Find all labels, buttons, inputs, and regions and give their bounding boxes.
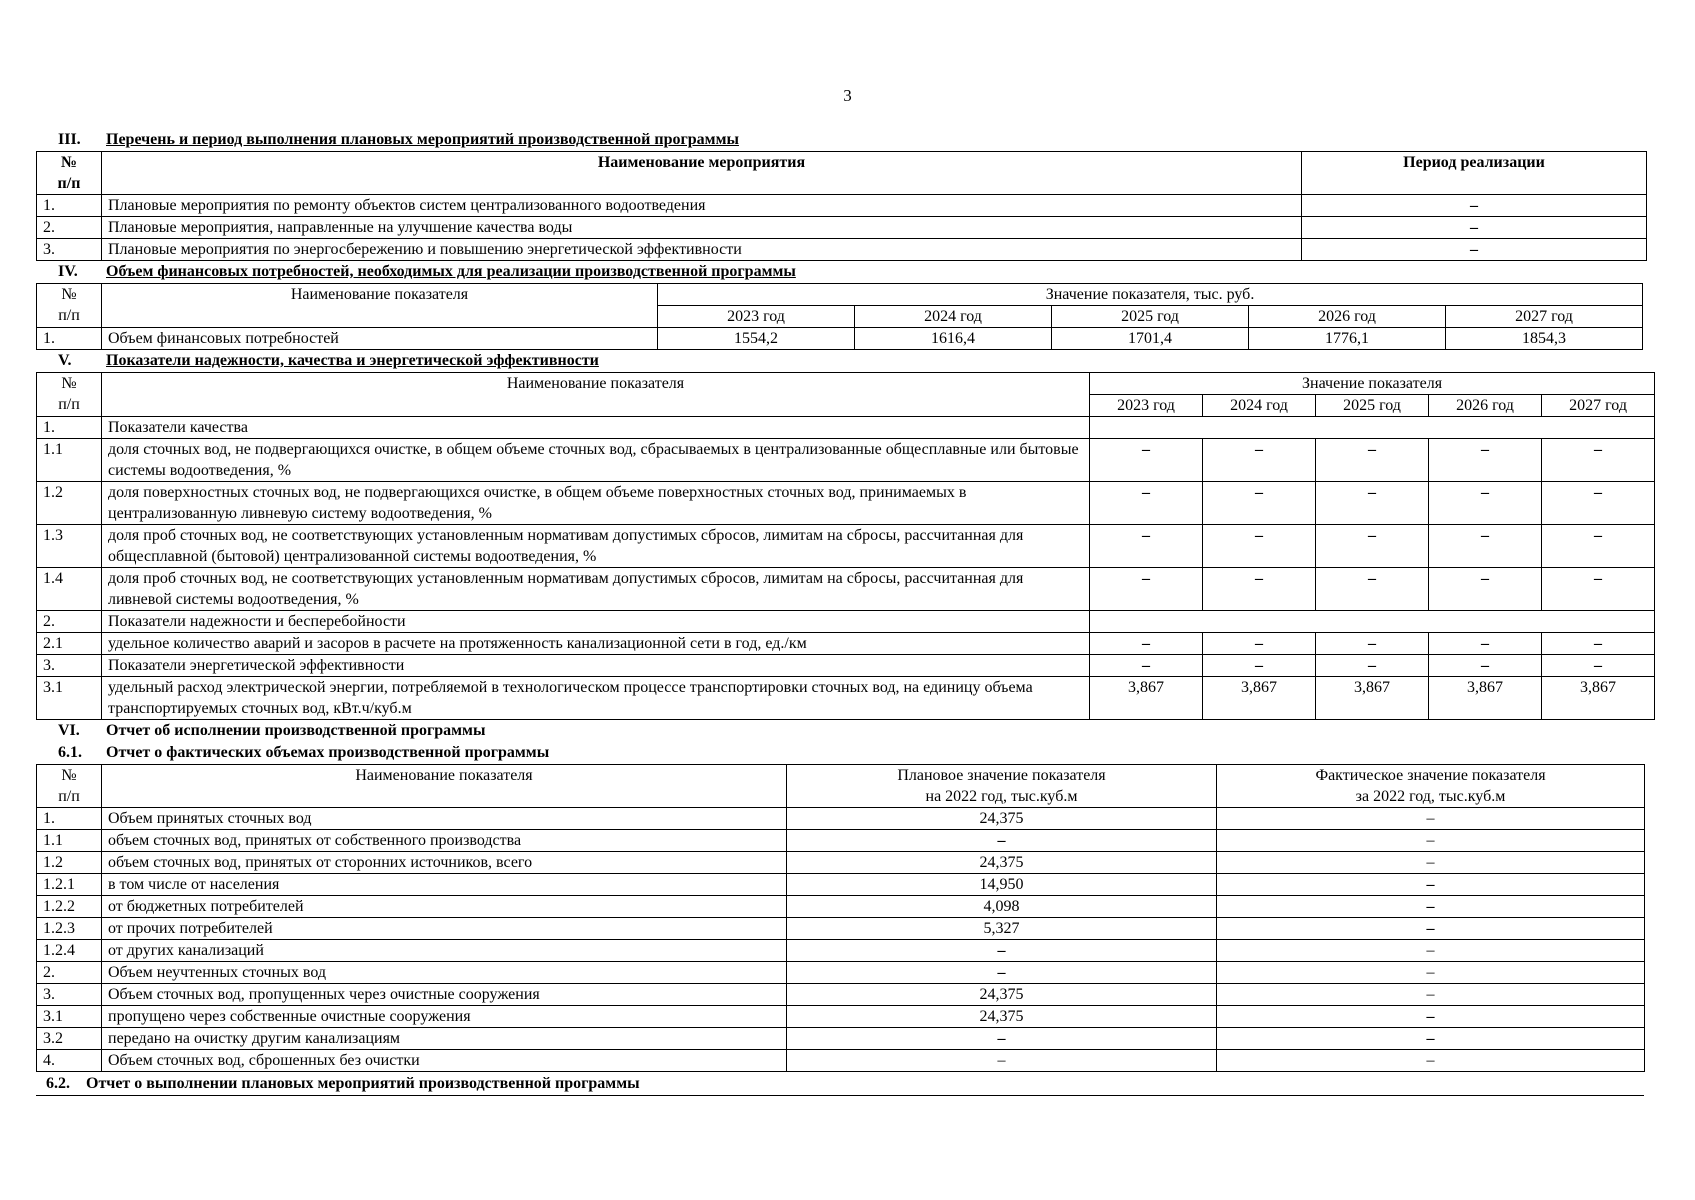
row-number: 1.2.4 xyxy=(37,940,102,962)
table-row xyxy=(37,1006,1645,1028)
row-number: 1.4 xyxy=(37,568,102,611)
row-name: от прочих потребителей xyxy=(102,918,787,940)
value-cell: – xyxy=(1429,525,1542,568)
plan-value: – xyxy=(787,940,1217,962)
col-header-number: № п/п xyxy=(37,373,102,417)
fact-value: – xyxy=(1217,852,1645,874)
plan-value: 24,375 xyxy=(787,984,1217,1006)
table-row xyxy=(37,1028,1645,1050)
indicators-table xyxy=(36,372,1655,720)
table-row xyxy=(37,568,1655,611)
row-number: 3. xyxy=(37,984,102,1006)
table-row xyxy=(37,940,1645,962)
section-4-heading xyxy=(36,261,1662,283)
plan-value: – xyxy=(787,1050,1217,1072)
section-title: Отчет о фактических объемах производственной программы xyxy=(106,744,550,761)
row-number: 4. xyxy=(37,1050,102,1072)
section-title: Объем финансовых потребностей, необходимых для реализации производственной программы xyxy=(106,263,796,280)
plan-value: – xyxy=(787,962,1217,984)
row-name: Показатели надежности и бесперебойности xyxy=(102,611,1090,633)
value-cell: – xyxy=(1542,482,1655,525)
row-name: Объем финансовых потребностей xyxy=(102,328,658,350)
year-header: 2023 год xyxy=(1090,395,1203,417)
year-header: 2023 год xyxy=(658,306,855,328)
value-cell: 3,867 xyxy=(1090,677,1203,720)
value-cell: – xyxy=(1542,568,1655,611)
value-cell: – xyxy=(1316,439,1429,482)
table-row xyxy=(37,808,1645,830)
row-name: Объем сточных вод, сброшенных без очистки xyxy=(102,1050,787,1072)
empty-cell xyxy=(1090,417,1655,439)
value-cell: – xyxy=(1316,633,1429,655)
row-number: 2. xyxy=(37,217,102,239)
row-number: 1.2 xyxy=(37,482,102,525)
value-cell: – xyxy=(1090,655,1203,677)
row-number: 2. xyxy=(37,962,102,984)
table-row xyxy=(37,417,1655,439)
row-name: доля проб сточных вод, не соответствующих установленным нормативам допустимых сбросов, лимитам на сбросы, рассчитанная для общесплавной (бытовой) централизованной системы водоотведения, % xyxy=(102,525,1090,568)
section-6-heading xyxy=(36,720,1662,742)
section-title: Отчет о выполнении плановых мероприятий производственной программы xyxy=(86,1075,640,1092)
value-cell: – xyxy=(1542,525,1655,568)
value-cell: – xyxy=(1090,525,1203,568)
col-header-name: Наименование показателя xyxy=(102,284,658,328)
section-number: 6.1. xyxy=(58,744,82,761)
fact-value: – xyxy=(1217,874,1645,896)
row-name: объем сточных вод, принятых от сторонних источников, всего xyxy=(102,852,787,874)
row-name: Объем принятых сточных вод xyxy=(102,808,787,830)
plan-value: 4,098 xyxy=(787,896,1217,918)
value-cell: – xyxy=(1090,439,1203,482)
year-header: 2026 год xyxy=(1249,306,1446,328)
value-cell: – xyxy=(1203,568,1316,611)
row-number: 3. xyxy=(37,239,102,261)
section-title: Перечень и период выполнения плановых мероприятий производственной программы xyxy=(106,131,739,148)
value-cell: 1776,1 xyxy=(1249,328,1446,350)
row-number: 1.1 xyxy=(37,439,102,482)
row-number: 1.2.2 xyxy=(37,896,102,918)
value-cell: – xyxy=(1203,439,1316,482)
document-page xyxy=(36,129,1662,1096)
col-header-name: Наименование мероприятия xyxy=(102,152,1302,195)
value-cell: – xyxy=(1203,525,1316,568)
table-row xyxy=(37,874,1645,896)
row-name: доля проб сточных вод, не соответствующих установленным нормативам допустимых сбросов, лимитам на сбросы, рассчитанная для ливневой системы водоотведения, % xyxy=(102,568,1090,611)
row-number: 3.1 xyxy=(37,1006,102,1028)
row-name: Плановые мероприятия по энергосбережению и повышению энергетической эффективности xyxy=(102,239,1302,261)
fact-value: – xyxy=(1217,984,1645,1006)
year-header: 2024 год xyxy=(1203,395,1316,417)
col-header-number: № п/п xyxy=(37,152,102,195)
value-cell: – xyxy=(1203,633,1316,655)
col-header-number: № п/п xyxy=(37,284,102,328)
col-header-plan: Плановое значение показателя на 2022 год, тыс.куб.м xyxy=(787,765,1217,808)
plan-value: 24,375 xyxy=(787,1006,1217,1028)
row-number: 3. xyxy=(37,655,102,677)
col-header-value: Значение показателя, тыс. руб. xyxy=(658,284,1643,306)
section-3-heading xyxy=(36,129,1662,151)
row-name: Показатели качества xyxy=(102,417,1090,439)
row-name: удельный расход электрической энергии, потребляемой в технологическом процессе транспортировки сточных вод, на единицу объема транспортируемых сточных вод, кВт.ч/куб.м xyxy=(102,677,1090,720)
col-header-name: Наименование показателя xyxy=(102,765,787,808)
row-number: 2.1 xyxy=(37,633,102,655)
table-row xyxy=(37,830,1645,852)
col-header-fact: Фактическое значение показателя за 2022 год, тыс.куб.м xyxy=(1217,765,1645,808)
value-cell: – xyxy=(1542,439,1655,482)
value-cell: – xyxy=(1090,633,1203,655)
row-name: от бюджетных потребителей xyxy=(102,896,787,918)
row-name: Объем неучтенных сточных вод xyxy=(102,962,787,984)
table-row xyxy=(37,962,1645,984)
table-row xyxy=(37,633,1655,655)
plan-value: 5,327 xyxy=(787,918,1217,940)
col-header-period: Период реализации xyxy=(1302,152,1647,195)
row-name: Плановые мероприятия по ремонту объектов систем централизованного водоотведения xyxy=(102,195,1302,217)
row-number: 1. xyxy=(37,195,102,217)
row-name: пропущено через собственные очистные сооружения xyxy=(102,1006,787,1028)
row-name: передано на очистку другим канализациям xyxy=(102,1028,787,1050)
row-number: 1. xyxy=(37,417,102,439)
row-period: – xyxy=(1302,195,1647,217)
value-cell: 3,867 xyxy=(1542,677,1655,720)
plan-value: – xyxy=(787,1028,1217,1050)
value-cell: – xyxy=(1090,482,1203,525)
page-number: 3 xyxy=(843,86,852,105)
row-name: в том числе от населения xyxy=(102,874,787,896)
year-header: 2025 год xyxy=(1052,306,1249,328)
table-row xyxy=(37,918,1645,940)
value-cell: – xyxy=(1316,568,1429,611)
table-row xyxy=(37,239,1647,261)
year-header: 2027 год xyxy=(1542,395,1655,417)
year-header: 2026 год xyxy=(1429,395,1542,417)
value-cell: – xyxy=(1542,633,1655,655)
row-name: Объем сточных вод, пропущенных через очистные сооружения xyxy=(102,984,787,1006)
plan-value: 14,950 xyxy=(787,874,1217,896)
table-row xyxy=(37,439,1655,482)
row-number: 1.1 xyxy=(37,830,102,852)
row-name: доля сточных вод, не подвергающихся очистке, в общем объеме сточных вод, сбрасываемых в централизованные общесплавные или бытовые системы водоотведения, % xyxy=(102,439,1090,482)
finance-table xyxy=(36,283,1643,350)
section-6-1-heading xyxy=(36,742,1662,764)
row-name: удельное количество аварий и засоров в расчете на протяженность канализационной сети в год, ед./км xyxy=(102,633,1090,655)
value-cell: 1854,3 xyxy=(1446,328,1643,350)
year-header: 2027 год xyxy=(1446,306,1643,328)
empty-cell xyxy=(1090,611,1655,633)
plan-value: 24,375 xyxy=(787,852,1217,874)
section-5-heading xyxy=(36,350,1662,372)
year-header: 2025 год xyxy=(1316,395,1429,417)
section-number: 6.2. xyxy=(46,1075,70,1092)
row-name: Показатели энергетической эффективности xyxy=(102,655,1090,677)
section-number: V. xyxy=(58,352,72,369)
row-period: – xyxy=(1302,217,1647,239)
plan-value: 24,375 xyxy=(787,808,1217,830)
volumes-table xyxy=(36,764,1645,1072)
measures-table xyxy=(36,151,1647,261)
value-cell: – xyxy=(1429,439,1542,482)
table-row xyxy=(37,525,1655,568)
table-row xyxy=(37,1050,1645,1072)
value-cell: 3,867 xyxy=(1429,677,1542,720)
table-row xyxy=(37,984,1645,1006)
fact-value: – xyxy=(1217,1050,1645,1072)
fact-value: – xyxy=(1217,830,1645,852)
table-row xyxy=(37,328,1643,350)
value-cell: 3,867 xyxy=(1203,677,1316,720)
row-number: 3.1 xyxy=(37,677,102,720)
col-header-number: № п/п xyxy=(37,765,102,808)
value-cell: – xyxy=(1429,633,1542,655)
row-number: 2. xyxy=(37,611,102,633)
table-row xyxy=(37,217,1647,239)
table-row xyxy=(37,655,1655,677)
fact-value: – xyxy=(1217,940,1645,962)
value-cell: – xyxy=(1429,482,1542,525)
fact-value: – xyxy=(1217,962,1645,984)
section-number: VI. xyxy=(58,722,80,739)
row-number: 1. xyxy=(37,808,102,830)
value-cell: 1701,4 xyxy=(1052,328,1249,350)
section-title: Отчет об исполнении производственной программы xyxy=(106,722,486,739)
col-header-name: Наименование показателя xyxy=(102,373,1090,417)
row-number: 1.2.1 xyxy=(37,874,102,896)
row-number: 1.2.3 xyxy=(37,918,102,940)
value-cell: – xyxy=(1203,655,1316,677)
fact-value: – xyxy=(1217,896,1645,918)
value-cell: – xyxy=(1316,655,1429,677)
fact-value: – xyxy=(1217,1006,1645,1028)
fact-value: – xyxy=(1217,918,1645,940)
table-row xyxy=(37,852,1645,874)
table-row xyxy=(37,195,1647,217)
plan-value: – xyxy=(787,830,1217,852)
table-row xyxy=(37,482,1655,525)
value-cell: – xyxy=(1429,655,1542,677)
value-cell: 1554,2 xyxy=(658,328,855,350)
row-period: – xyxy=(1302,239,1647,261)
row-number: 1. xyxy=(37,328,102,350)
value-cell: – xyxy=(1316,525,1429,568)
value-cell: – xyxy=(1542,655,1655,677)
section-title: Показатели надежности, качества и энергетической эффективности xyxy=(106,352,599,369)
value-cell: – xyxy=(1090,568,1203,611)
value-cell: – xyxy=(1203,482,1316,525)
row-number: 3.2 xyxy=(37,1028,102,1050)
section-6-2-heading xyxy=(36,1073,1644,1096)
row-name: от других канализаций xyxy=(102,940,787,962)
table-row xyxy=(37,611,1655,633)
section-number: III. xyxy=(58,131,81,148)
section-number: IV. xyxy=(58,263,78,280)
row-number: 1.2 xyxy=(37,852,102,874)
fact-value: – xyxy=(1217,808,1645,830)
value-cell: 1616,4 xyxy=(855,328,1052,350)
year-header: 2024 год xyxy=(855,306,1052,328)
table-row xyxy=(37,896,1645,918)
row-name: Плановые мероприятия, направленные на улучшение качества воды xyxy=(102,217,1302,239)
value-cell: – xyxy=(1429,568,1542,611)
row-name: доля поверхностных сточных вод, не подвергающихся очистке, в общем объеме поверхностных сточных вод, принимаемых в централизованную ливневую систему водоотведения, % xyxy=(102,482,1090,525)
col-header-value: Значение показателя xyxy=(1090,373,1655,395)
row-name: объем сточных вод, принятых от собственного производства xyxy=(102,830,787,852)
row-number: 1.3 xyxy=(37,525,102,568)
value-cell: 3,867 xyxy=(1316,677,1429,720)
table-row xyxy=(37,677,1655,720)
fact-value: – xyxy=(1217,1028,1645,1050)
value-cell: – xyxy=(1316,482,1429,525)
